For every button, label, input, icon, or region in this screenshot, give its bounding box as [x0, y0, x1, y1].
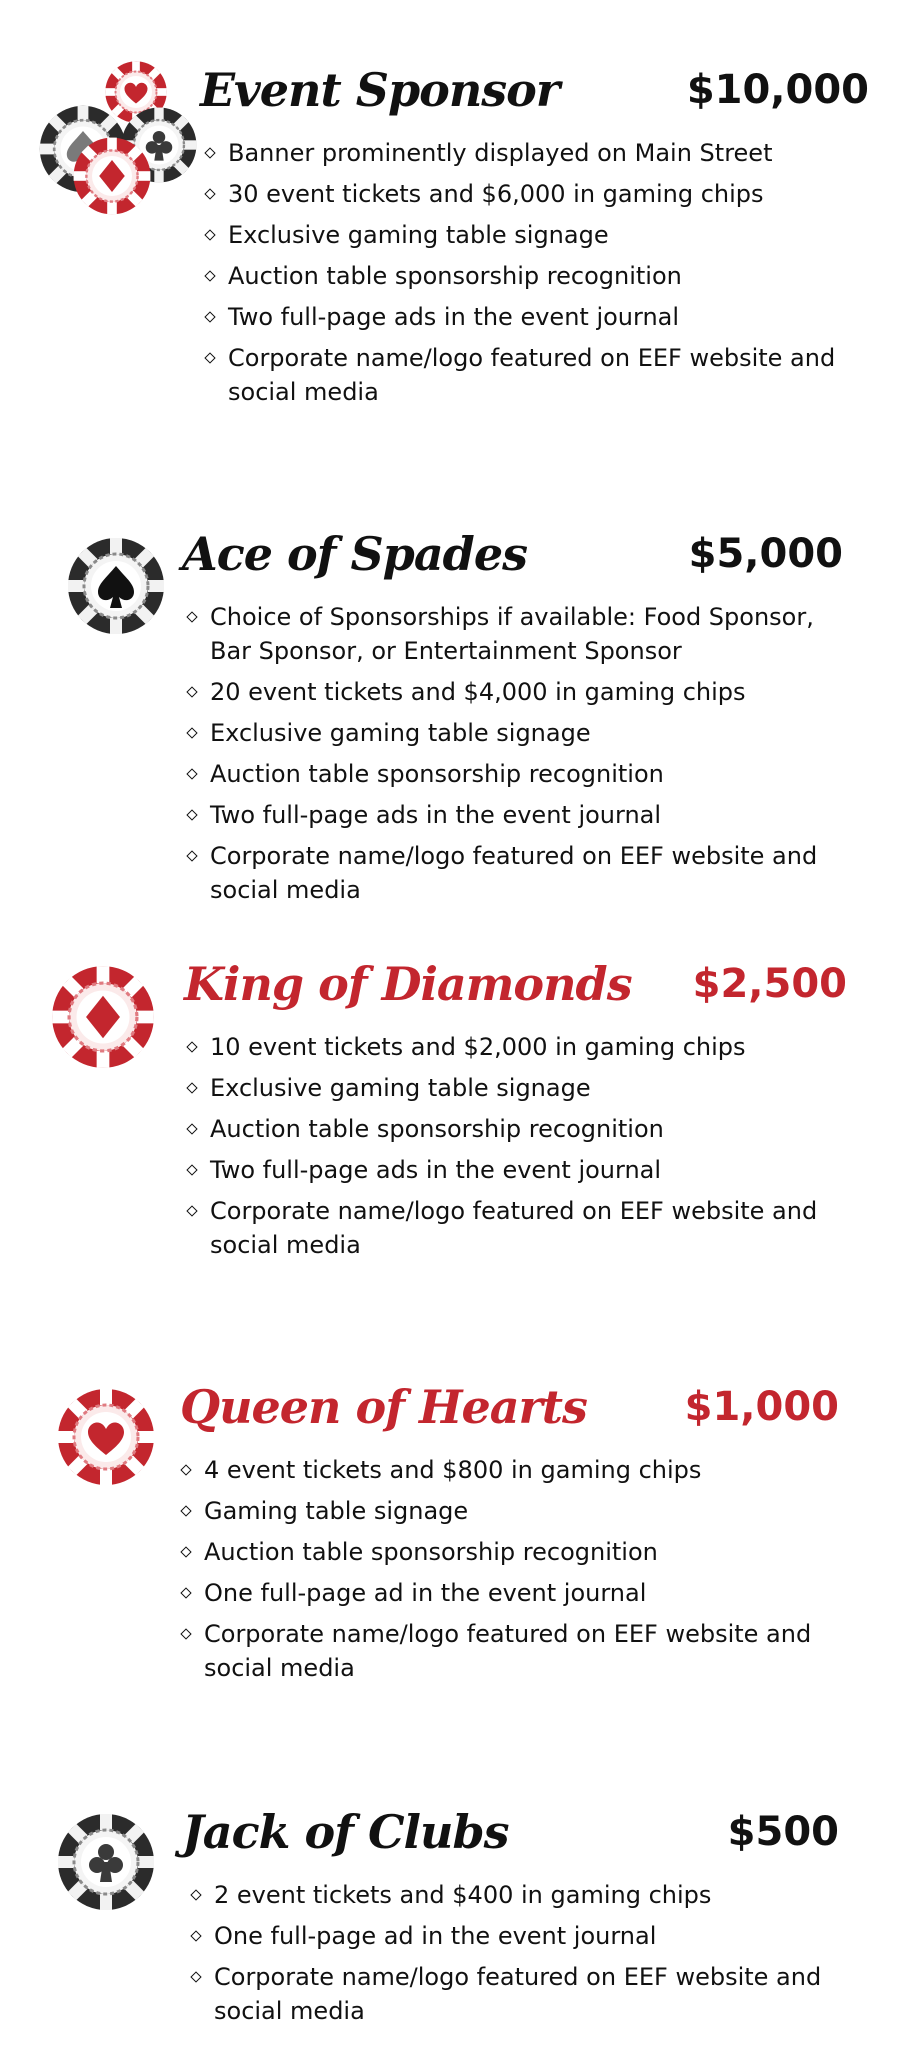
benefit-item: Auction table sponsorship recognition	[188, 757, 848, 791]
diamond-bullet-icon	[186, 727, 197, 738]
diamond-bullet-icon	[204, 188, 215, 199]
diamond-bullet-icon	[204, 311, 215, 322]
tier-price: $2,500	[692, 961, 847, 1007]
benefit-list	[182, 1453, 842, 1692]
benefit-item: Banner prominently displayed on Main Street	[206, 136, 846, 170]
tier-queen-of-hearts	[0, 1365, 909, 1725]
diamond-bullet-icon	[186, 1123, 197, 1134]
benefit-item: 30 event tickets and $6,000 in gaming chips	[206, 177, 846, 211]
benefit-list	[188, 600, 848, 914]
tier-king-of-diamonds	[0, 940, 909, 1300]
benefit-item: Two full-page ads in the event journal	[188, 1153, 848, 1187]
tier-title: Ace of Spades	[182, 527, 527, 581]
benefit-item: 20 event tickets and $4,000 in gaming chips	[188, 675, 848, 709]
diamond-bullet-icon	[190, 1971, 201, 1982]
diamond-bullet-icon	[180, 1628, 191, 1639]
tier-title: Queen of Hearts	[180, 1380, 587, 1434]
diamond-bullet-icon	[180, 1464, 191, 1475]
diamond-bullet-icon	[186, 1082, 197, 1093]
benefit-list	[192, 1878, 852, 2035]
tier-event-sponsor	[0, 0, 909, 460]
diamond-bullet-icon	[186, 1041, 197, 1052]
tier-title: Jack of Clubs	[182, 1805, 509, 1859]
diamond-bullet-icon	[186, 768, 197, 779]
benefit-item: Auction table sponsorship recognition	[188, 1112, 848, 1146]
tier-price: $5,000	[688, 531, 843, 577]
spade-poker-chip-icon	[66, 536, 166, 636]
benefit-item: Exclusive gaming table signage	[206, 218, 846, 252]
benefit-item: 2 event tickets and $400 in gaming chips	[192, 1878, 852, 1912]
benefit-item: Two full-page ads in the event journal	[206, 300, 846, 334]
diamond-bullet-icon	[190, 1889, 201, 1900]
diamond-bullet-icon	[180, 1587, 191, 1598]
benefit-item: Corporate name/logo featured on EEF website and social media	[188, 839, 848, 907]
diamond-bullet-icon	[186, 611, 197, 622]
diamond-bullet-icon	[186, 809, 197, 820]
benefit-item: 4 event tickets and $800 in gaming chips	[182, 1453, 842, 1487]
benefit-list	[206, 136, 846, 416]
benefit-item: Auction table sponsorship recognition	[206, 259, 846, 293]
diamond-bullet-icon	[190, 1930, 201, 1941]
tier-price: $1,000	[684, 1384, 839, 1430]
diamond-bullet-icon	[186, 850, 197, 861]
diamond-bullet-icon	[180, 1505, 191, 1516]
diamond-bullet-icon	[204, 352, 215, 363]
diamond-bullet-icon	[204, 229, 215, 240]
diamond-bullet-icon	[204, 270, 215, 281]
benefit-item: One full-page ad in the event journal	[192, 1919, 852, 1953]
diamond-bullet-icon	[186, 686, 197, 697]
diamond-bullet-icon	[186, 1205, 197, 1216]
benefit-item: Corporate name/logo featured on EEF website and social media	[188, 1194, 848, 1262]
benefit-item: Two full-page ads in the event journal	[188, 798, 848, 832]
diamond-bullet-icon	[204, 147, 215, 158]
benefit-item: Corporate name/logo featured on EEF website and social media	[192, 1960, 852, 2028]
benefit-item: Choice of Sponsorships if available: Food Sponsor, Bar Sponsor, or Entertainment Sponsor	[188, 600, 848, 668]
benefit-item: One full-page ad in the event journal	[182, 1576, 842, 1610]
benefit-item: Corporate name/logo featured on EEF website and social media	[182, 1617, 842, 1685]
tier-price: $10,000	[686, 67, 869, 113]
benefit-list	[188, 1030, 848, 1269]
diamond-bullet-icon	[186, 1164, 197, 1175]
benefit-item: 10 event tickets and $2,000 in gaming chips	[188, 1030, 848, 1064]
benefit-item: Exclusive gaming table signage	[188, 1071, 848, 1105]
benefit-item: Gaming table signage	[182, 1494, 842, 1528]
tier-title: Event Sponsor	[200, 63, 560, 117]
benefit-item: Corporate name/logo featured on EEF website and social media	[206, 341, 846, 409]
heart-poker-chip-icon	[56, 1387, 156, 1487]
tier-title: King of Diamonds	[184, 957, 632, 1011]
benefit-item: Exclusive gaming table signage	[188, 716, 848, 750]
club-poker-chip-icon	[56, 1812, 156, 1912]
tier-price: $500	[727, 1809, 839, 1855]
benefit-item: Auction table sponsorship recognition	[182, 1535, 842, 1569]
poker-chip-stack-icon	[38, 58, 198, 218]
tier-ace-of-spades	[0, 500, 909, 920]
diamond-bullet-icon	[180, 1546, 191, 1557]
tier-jack-of-clubs	[0, 1790, 909, 2048]
diamond-poker-chip-icon	[50, 964, 156, 1070]
